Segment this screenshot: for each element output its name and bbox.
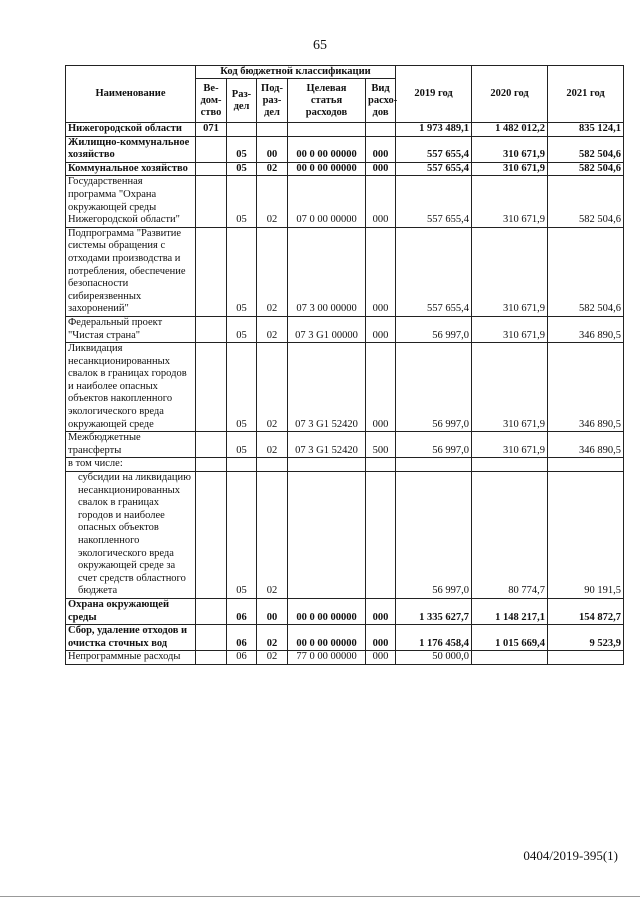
- row-name: Охрана окружающей среды: [66, 598, 196, 624]
- row-vedomstvo: [196, 472, 227, 599]
- row-2019: 56 997,0: [396, 472, 472, 599]
- row-razdel: 05: [227, 472, 257, 599]
- row-name: Государственная программа "Охрана окружающей среды Нижегородской области": [66, 176, 196, 227]
- header-2021: 2021 год: [548, 66, 624, 123]
- row-celevaya: [288, 458, 366, 472]
- row-celevaya: 07 3 G1 00000: [288, 316, 366, 342]
- row-name: Непрограммные расходы: [66, 651, 196, 665]
- row-vedomstvo: [196, 651, 227, 665]
- row-name: Ликвидация несанкционированных свалок в границах городов и наиболее опасных объектов накопленного экологического вреда окружающей среде: [66, 343, 196, 432]
- row-name: Сбор, удаление отходов и очистка сточных вод: [66, 625, 196, 651]
- table-row: [66, 598, 624, 624]
- row-razdel: 05: [227, 176, 257, 227]
- row-razdel: 05: [227, 316, 257, 342]
- row-name: субсидии на ликвидацию несанкционированных свалок в границах городов и наиболее опасных объектов накопленного экологического вреда окружающей среде за счет средств областного бюджета: [66, 472, 196, 599]
- header-2019: 2019 год: [396, 66, 472, 123]
- row-podrazdel: 02: [257, 432, 288, 458]
- row-2021: 582 504,6: [548, 176, 624, 227]
- row-celevaya: 00 0 00 00000: [288, 598, 366, 624]
- header-name: Наименование: [66, 66, 196, 123]
- row-2021: 835 124,1: [548, 123, 624, 137]
- row-2019: 557 655,4: [396, 176, 472, 227]
- row-razdel: [227, 123, 257, 137]
- row-podrazdel: [257, 123, 288, 137]
- row-name: Подпрограмма "Развитие системы обращения с отходами производства и потребления, обеспечение безопасности сибиреязвенных захоронений": [66, 227, 196, 316]
- row-2019: 1 335 627,7: [396, 598, 472, 624]
- row-celevaya: 77 0 00 00000: [288, 651, 366, 665]
- row-vid: 000: [366, 625, 396, 651]
- row-name: Жилищно-коммунальное хозяйство: [66, 136, 196, 162]
- row-vid: 000: [366, 598, 396, 624]
- row-2019: 56 997,0: [396, 343, 472, 432]
- row-celevaya: 07 3 00 00000: [288, 227, 366, 316]
- row-vid: 000: [366, 651, 396, 665]
- row-podrazdel: [257, 458, 288, 472]
- row-2021: 154 872,7: [548, 598, 624, 624]
- row-2019: 56 997,0: [396, 316, 472, 342]
- row-razdel: 05: [227, 136, 257, 162]
- table-row: [66, 625, 624, 651]
- row-vedomstvo: [196, 316, 227, 342]
- row-2021: 346 890,5: [548, 316, 624, 342]
- row-podrazdel: 02: [257, 316, 288, 342]
- table-row: [66, 316, 624, 342]
- row-2020: 1 148 217,1: [472, 598, 548, 624]
- row-celevaya: 00 0 00 00000: [288, 625, 366, 651]
- row-podrazdel: 00: [257, 136, 288, 162]
- row-2021: [548, 651, 624, 665]
- table-row: [66, 651, 624, 665]
- budget-table: [65, 65, 624, 665]
- row-vedomstvo: [196, 162, 227, 176]
- row-vid: [366, 458, 396, 472]
- row-2020: [472, 651, 548, 665]
- row-2019: 557 655,4: [396, 162, 472, 176]
- row-2020: 310 671,9: [472, 343, 548, 432]
- row-razdel: 05: [227, 227, 257, 316]
- row-podrazdel: 02: [257, 176, 288, 227]
- row-celevaya: 00 0 00 00000: [288, 162, 366, 176]
- row-vedomstvo: [196, 136, 227, 162]
- row-2020: 310 671,9: [472, 316, 548, 342]
- row-2019: 50 000,0: [396, 651, 472, 665]
- row-podrazdel: 02: [257, 625, 288, 651]
- row-razdel: 06: [227, 651, 257, 665]
- row-2020: 310 671,9: [472, 136, 548, 162]
- row-celevaya: 07 3 G1 52420: [288, 432, 366, 458]
- row-vid: 500: [366, 432, 396, 458]
- row-vedomstvo: [196, 227, 227, 316]
- row-2020: 1 482 012,2: [472, 123, 548, 137]
- row-name: Федеральный проект "Чистая страна": [66, 316, 196, 342]
- row-razdel: 05: [227, 162, 257, 176]
- header-razdel: Раз-дел: [227, 79, 257, 123]
- row-2019: 1 176 458,4: [396, 625, 472, 651]
- row-razdel: 05: [227, 432, 257, 458]
- row-name: в том числе:: [66, 458, 196, 472]
- row-2020: 310 671,9: [472, 162, 548, 176]
- row-2020: 310 671,9: [472, 176, 548, 227]
- row-vedomstvo: [196, 343, 227, 432]
- row-podrazdel: 02: [257, 162, 288, 176]
- row-2021: 582 504,6: [548, 136, 624, 162]
- row-podrazdel: 00: [257, 598, 288, 624]
- row-vid: 000: [366, 162, 396, 176]
- row-vid: 000: [366, 343, 396, 432]
- row-vid: [366, 472, 396, 599]
- row-2020: 80 774,7: [472, 472, 548, 599]
- row-2019: 1 973 489,1: [396, 123, 472, 137]
- row-2021: 90 191,5: [548, 472, 624, 599]
- table-row: [66, 458, 624, 472]
- page-number: 65: [313, 38, 327, 53]
- row-podrazdel: 02: [257, 343, 288, 432]
- row-2021: 346 890,5: [548, 343, 624, 432]
- document-code: 0404/2019-395(1): [523, 848, 618, 863]
- header-podrazdel: Под-раз-дел: [257, 79, 288, 123]
- row-vid: 000: [366, 136, 396, 162]
- table-body: [66, 123, 624, 665]
- row-vedomstvo: [196, 598, 227, 624]
- row-2020: 310 671,9: [472, 432, 548, 458]
- header-code-group: Код бюджетной классификации: [196, 66, 396, 79]
- row-name: Коммунальное хозяйство: [66, 162, 196, 176]
- row-razdel: 06: [227, 625, 257, 651]
- header-vedomstvo: Ве-дом-ство: [196, 79, 227, 123]
- row-podrazdel: 02: [257, 472, 288, 599]
- row-2019: [396, 458, 472, 472]
- row-vedomstvo: [196, 432, 227, 458]
- row-2021: 346 890,5: [548, 432, 624, 458]
- row-2020: 310 671,9: [472, 227, 548, 316]
- row-celevaya: 00 0 00 00000: [288, 136, 366, 162]
- row-vedomstvo: 071: [196, 123, 227, 137]
- header-2020: 2020 год: [472, 66, 548, 123]
- row-celevaya: 07 0 00 00000: [288, 176, 366, 227]
- table-row: [66, 176, 624, 227]
- row-razdel: 05: [227, 343, 257, 432]
- table-row: [66, 472, 624, 599]
- row-name: Межбюджетные трансферты: [66, 432, 196, 458]
- row-vid: [366, 123, 396, 137]
- row-2021: 582 504,6: [548, 227, 624, 316]
- row-vedomstvo: [196, 458, 227, 472]
- table-row: [66, 123, 624, 137]
- row-name: Нижегородской области: [66, 123, 196, 137]
- row-2021: [548, 458, 624, 472]
- table-row: [66, 432, 624, 458]
- scan-edge-line: [0, 896, 640, 897]
- row-vedomstvo: [196, 625, 227, 651]
- row-razdel: 06: [227, 598, 257, 624]
- row-2019: 56 997,0: [396, 432, 472, 458]
- row-2020: [472, 458, 548, 472]
- row-vid: 000: [366, 316, 396, 342]
- row-celevaya: 07 3 G1 52420: [288, 343, 366, 432]
- row-2021: 9 523,9: [548, 625, 624, 651]
- row-vid: 000: [366, 227, 396, 316]
- row-razdel: [227, 458, 257, 472]
- row-vid: 000: [366, 176, 396, 227]
- header-vid: Вид расхо-дов: [366, 79, 396, 123]
- row-celevaya: [288, 123, 366, 137]
- row-2019: 557 655,4: [396, 227, 472, 316]
- row-podrazdel: 02: [257, 651, 288, 665]
- row-celevaya: [288, 472, 366, 599]
- table-row: [66, 162, 624, 176]
- table-row: [66, 136, 624, 162]
- header-celevaya: Целевая статья расходов: [288, 79, 366, 123]
- row-vedomstvo: [196, 176, 227, 227]
- row-2019: 557 655,4: [396, 136, 472, 162]
- table-row: [66, 227, 624, 316]
- row-podrazdel: 02: [257, 227, 288, 316]
- table-row: [66, 343, 624, 432]
- row-2020: 1 015 669,4: [472, 625, 548, 651]
- row-2021: 582 504,6: [548, 162, 624, 176]
